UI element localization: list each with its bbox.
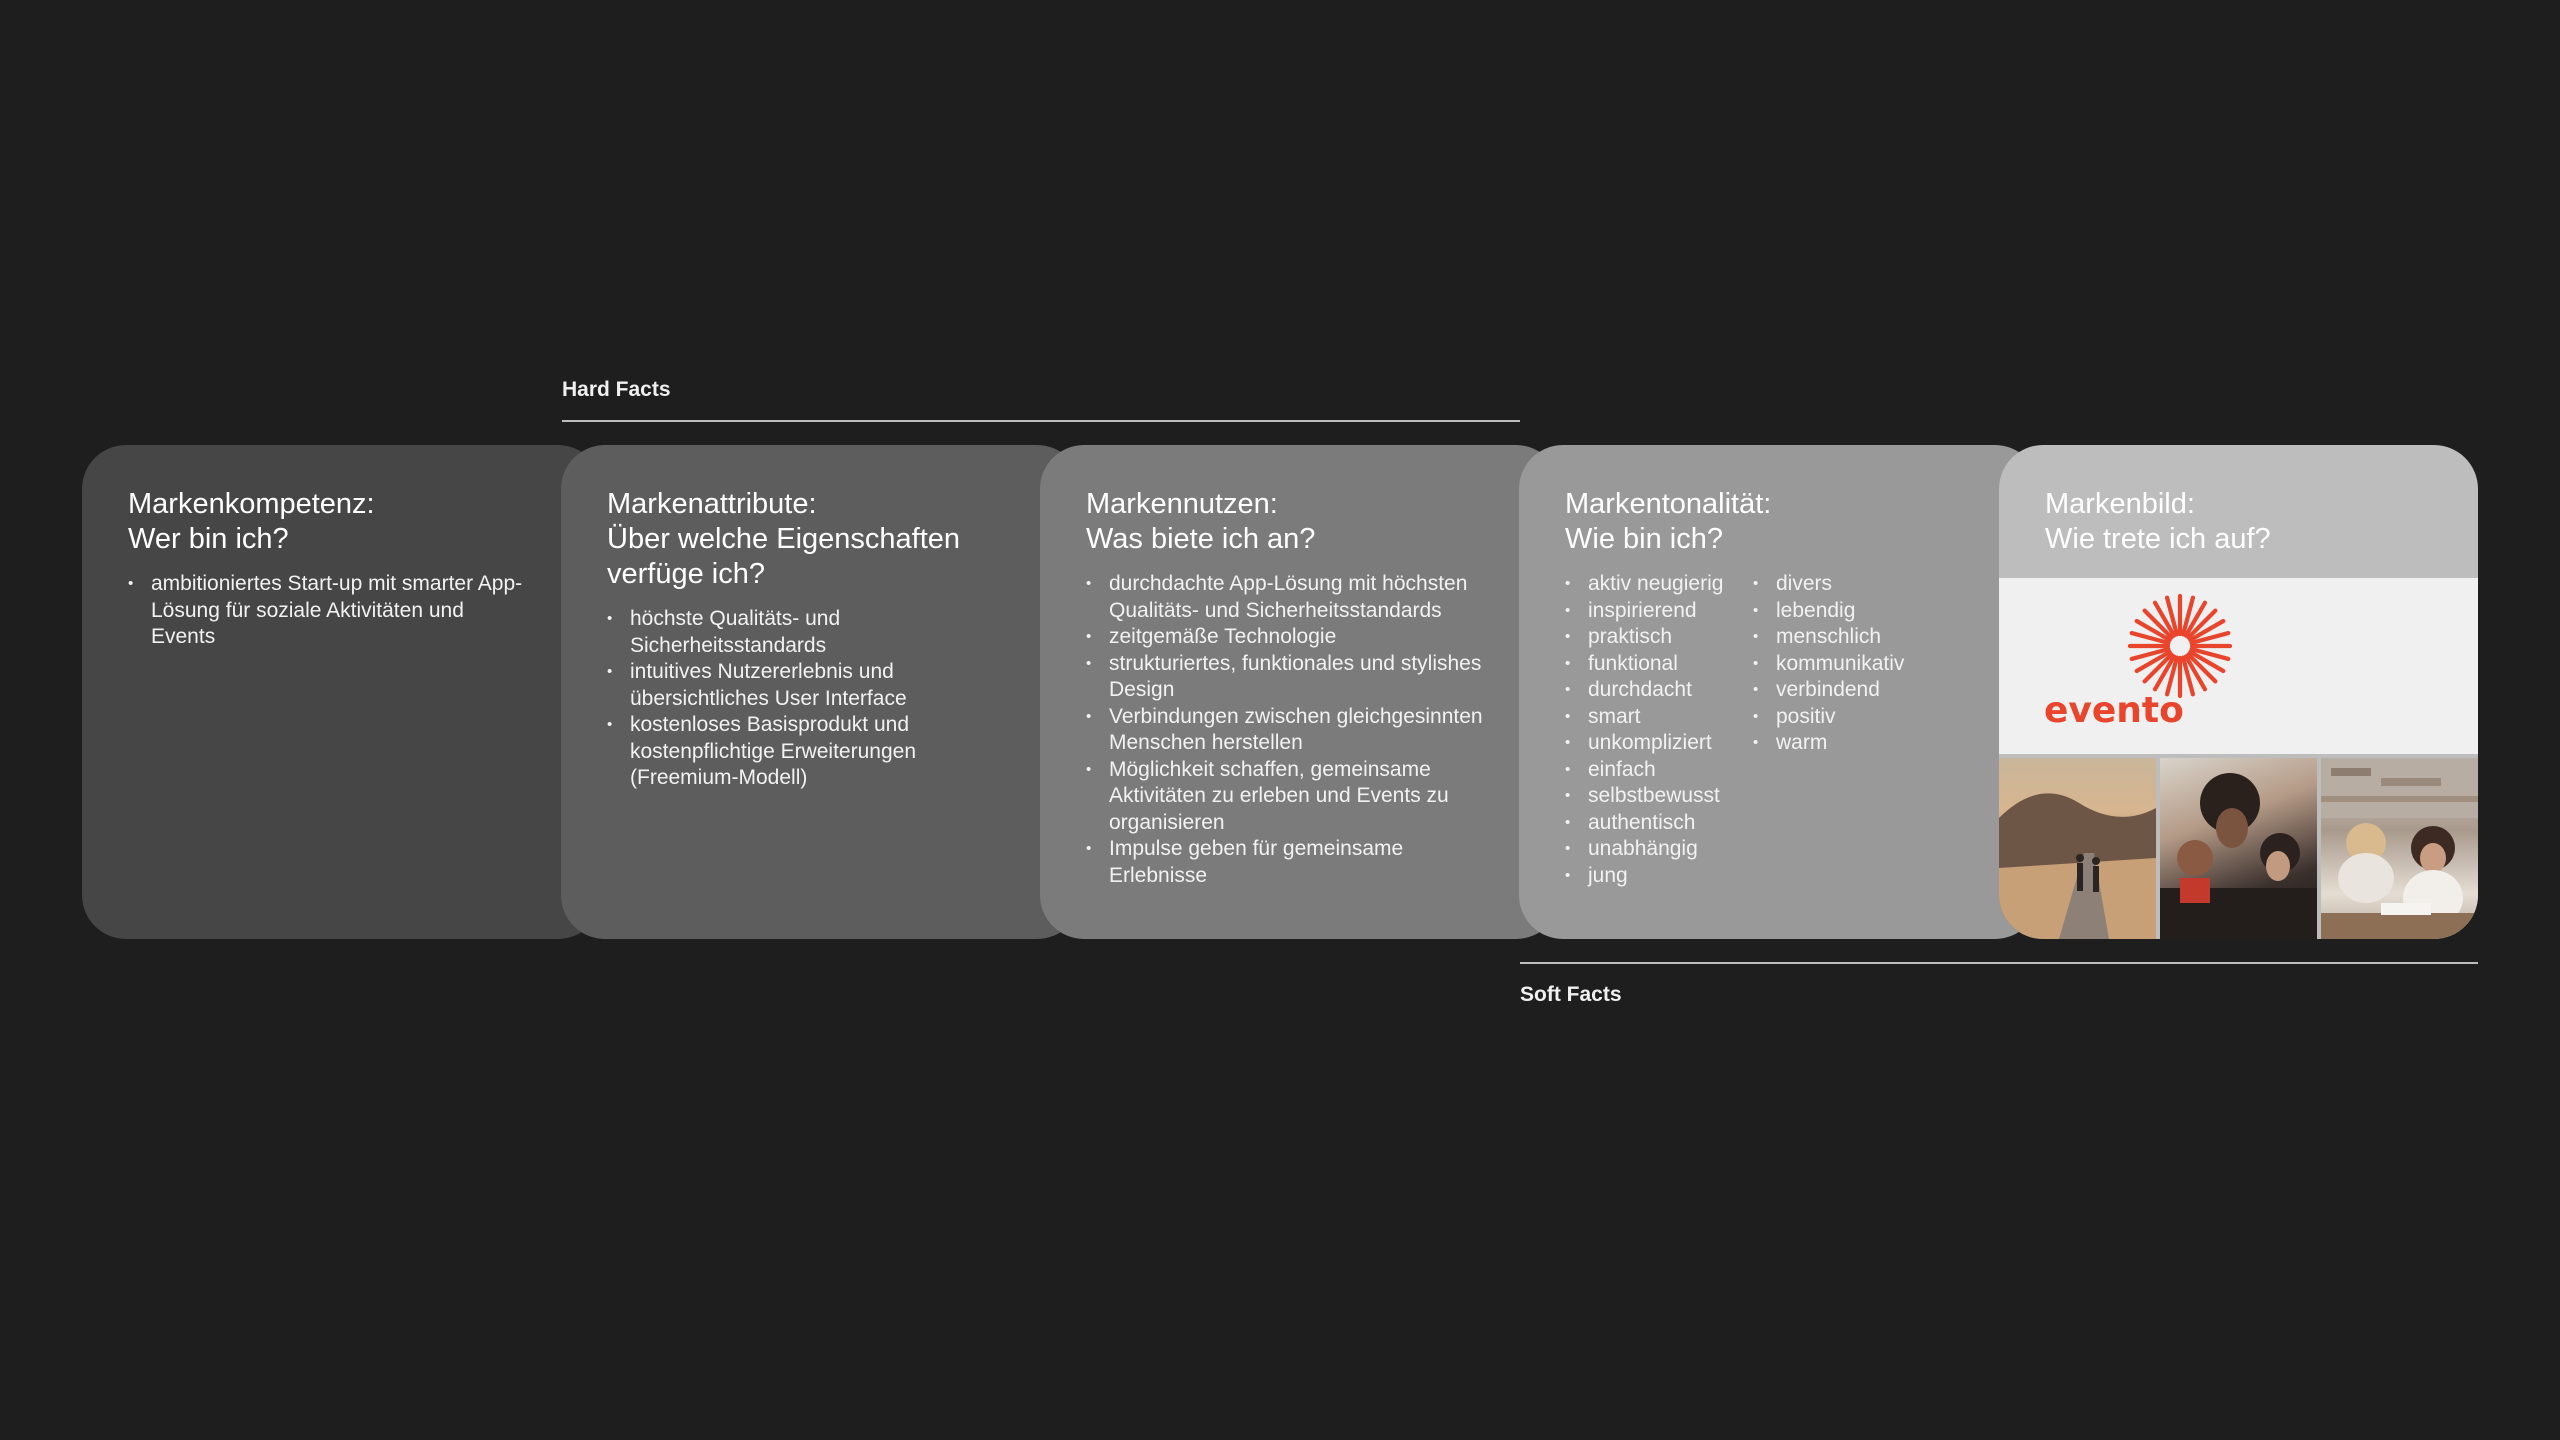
list-item: • verbindend bbox=[1753, 677, 1923, 704]
students-photo bbox=[2321, 758, 2478, 939]
list-item: • unabhängig bbox=[1565, 836, 1731, 863]
tonality-columns bbox=[1565, 571, 1993, 889]
soft-facts-rule bbox=[1520, 962, 2478, 964]
list-item: • strukturiertes, funktionales und stylishes Design bbox=[1086, 651, 1486, 704]
list-item: • durchdacht bbox=[1565, 677, 1731, 704]
list-item: • jung bbox=[1565, 863, 1731, 890]
list-item: • positiv bbox=[1753, 704, 1923, 731]
panel-title bbox=[1086, 487, 1514, 557]
list-item: • divers bbox=[1753, 571, 1923, 598]
list-item: • warm bbox=[1753, 730, 1923, 757]
list-item: • praktisch bbox=[1565, 624, 1731, 651]
list-item: • smart bbox=[1565, 704, 1731, 731]
bullet-list bbox=[1086, 571, 1486, 889]
panel-markentonalitaet bbox=[1519, 445, 2039, 939]
panel-title-line2: Wie bin ich? bbox=[1565, 523, 1723, 555]
list-item: • selbstbewusst bbox=[1565, 783, 1731, 810]
list-item: • einfach bbox=[1565, 757, 1731, 784]
panel-title bbox=[607, 487, 1035, 592]
brand-logo-area bbox=[1999, 578, 2478, 754]
list-item: • menschlich bbox=[1753, 624, 1923, 651]
panel-title-line1: Markentonalität: bbox=[1565, 488, 1772, 520]
list-item: • intuitives Nutzererlebnis und übersichtliches User Interface bbox=[607, 659, 927, 712]
panel-title bbox=[1565, 487, 1993, 557]
panel-markennutzen bbox=[1040, 445, 1560, 939]
list-item: • kostenloses Basisprodukt und kostenpflichtige Erweiterungen (Freemium-Modell) bbox=[607, 712, 927, 792]
hard-facts-rule bbox=[562, 420, 1520, 422]
sunburst-logo-icon bbox=[2126, 592, 2234, 700]
panel-title-line2: Wer bin ich? bbox=[128, 523, 289, 555]
list-item: • unkompliziert bbox=[1565, 730, 1731, 757]
list-item: • höchste Qualitäts- und Sicherheitsstandards bbox=[607, 606, 927, 659]
panel-markenbild bbox=[1999, 445, 2478, 939]
panel-title-line2: Über welche Eigenschaften verfüge ich? bbox=[607, 523, 961, 590]
panel-title-line2: Wie trete ich auf? bbox=[2045, 523, 2271, 555]
tonality-list-right bbox=[1753, 571, 1923, 889]
cyclists-photo bbox=[1999, 758, 2156, 939]
panel-title-line1: Markenattribute: bbox=[607, 488, 817, 520]
list-item: • kommunikativ bbox=[1753, 651, 1923, 678]
panel-markenkompetenz bbox=[82, 445, 602, 939]
list-item: • lebendig bbox=[1753, 598, 1923, 625]
brand-wordmark: evento bbox=[2044, 690, 2184, 731]
list-item: • Möglichkeit schaffen, gemeinsame Aktivitäten zu erleben und Events zu organisieren bbox=[1086, 757, 1486, 837]
panel-title bbox=[128, 487, 556, 557]
friends-photo bbox=[2160, 758, 2317, 939]
list-item: • zeitgemäße Technologie bbox=[1086, 624, 1486, 651]
list-item: • Verbindungen zwischen gleichgesinnten Menschen herstellen bbox=[1086, 704, 1486, 757]
list-item: • ambitioniertes Start-up mit smarter App-Lösung für soziale Aktivitäten und Events bbox=[128, 571, 528, 651]
panel-title-line1: Markenkompetenz: bbox=[128, 488, 375, 520]
list-item: • durchdachte App-Lösung mit höchsten Qualitäts- und Sicherheitsstandards bbox=[1086, 571, 1486, 624]
list-item: • funktional bbox=[1565, 651, 1731, 678]
list-item: • inspirierend bbox=[1565, 598, 1731, 625]
panel-title-line2: Was biete ich an? bbox=[1086, 523, 1316, 555]
soft-facts-label: Soft Facts bbox=[1520, 983, 1622, 1006]
panel-header bbox=[1999, 445, 2478, 578]
list-item: • Impulse geben für gemeinsame Erlebnisse bbox=[1086, 836, 1486, 889]
list-item: • authentisch bbox=[1565, 810, 1731, 837]
list-item: • aktiv neugierig bbox=[1565, 571, 1731, 598]
tonality-list-left bbox=[1565, 571, 1731, 889]
panel-title bbox=[2045, 487, 2432, 557]
panel-title-line1: Markenbild: bbox=[2045, 488, 2195, 520]
panel-title-line1: Markennutzen: bbox=[1086, 488, 1278, 520]
hard-facts-label: Hard Facts bbox=[562, 378, 671, 401]
panel-markenattribute bbox=[561, 445, 1081, 939]
bullet-list bbox=[128, 571, 528, 651]
photo-strip bbox=[1999, 758, 2478, 939]
bullet-list bbox=[607, 606, 927, 792]
